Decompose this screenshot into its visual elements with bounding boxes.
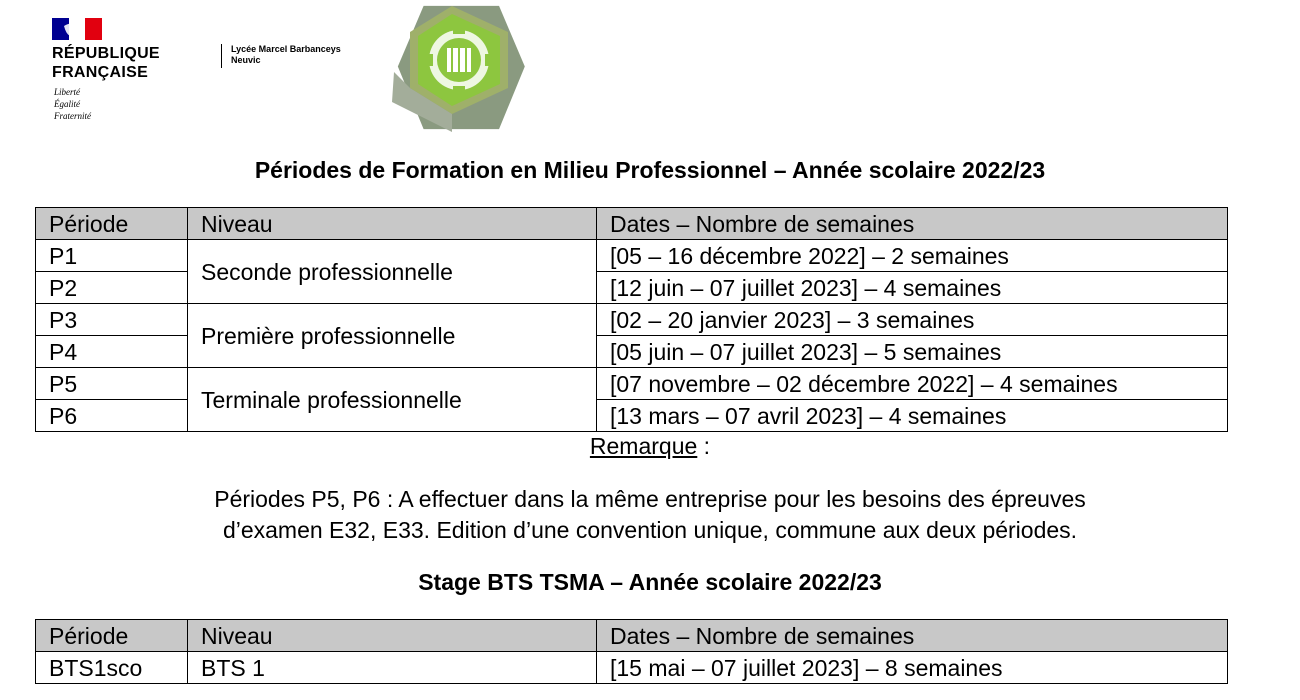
remark-line: Périodes P5, P6 : A effectuer dans la même entreprise pour les besoins des épreuves <box>214 486 1086 512</box>
cell-dates: [13 mars – 07 avril 2023] – 4 semaines <box>597 400 1228 432</box>
header-niveau: Niveau <box>188 620 597 652</box>
cell-dates: [05 – 16 décembre 2022] – 2 semaines <box>597 240 1228 272</box>
cell-periode: P4 <box>36 336 188 368</box>
remark-heading <box>0 432 1300 460</box>
school-name: Lycée Marcel Barbanceys Neuvic <box>221 44 341 68</box>
republic-motto: Liberté Égalité Fraternité <box>54 87 91 121</box>
cell-dates: [05 juin – 07 juillet 2023] – 5 semaines <box>597 336 1228 368</box>
header-dates: Dates – Nombre de semaines <box>597 620 1228 652</box>
cell-periode: P5 <box>36 368 188 400</box>
cell-dates: [07 novembre – 02 décembre 2022] – 4 semaines <box>597 368 1228 400</box>
cell-niveau: BTS 1 <box>188 652 597 684</box>
section1-title: Périodes de Formation en Milieu Professionnel – Année scolaire 2022/23 <box>254 157 1046 183</box>
cell-dates: [15 mai – 07 juillet 2023] – 8 semaines <box>597 652 1228 684</box>
cell-niveau: Première professionnelle <box>188 304 597 368</box>
pfmp-table <box>35 207 1228 432</box>
republique-francaise-wordmark: RÉPUBLIQUE FRANÇAISE <box>52 45 160 81</box>
remark-text <box>0 484 1300 546</box>
header-dates: Dates – Nombre de semaines <box>597 208 1228 240</box>
cell-periode: P2 <box>36 272 188 304</box>
header-niveau: Niveau <box>188 208 597 240</box>
remark-line: d’examen E32, E33. Edition d’une convention unique, commune aux deux périodes. <box>222 517 1078 543</box>
section2-title: Stage BTS TSMA – Année scolaire 2022/23 <box>418 569 882 595</box>
cell-periode: P3 <box>36 304 188 336</box>
remark-colon: : <box>697 433 711 459</box>
table-row <box>36 652 1228 684</box>
table-header-row <box>36 208 1228 240</box>
gear-emblem-icon <box>390 2 530 140</box>
header-periode: Période <box>36 620 188 652</box>
cell-periode: P6 <box>36 400 188 432</box>
cell-periode: P1 <box>36 240 188 272</box>
remark-label: Remarque <box>589 433 698 459</box>
table-header-row <box>36 620 1228 652</box>
cell-niveau: Terminale professionnelle <box>188 368 597 432</box>
republique-francaise-logo <box>52 18 182 128</box>
table-row <box>36 368 1228 400</box>
cell-dates: [12 juin – 07 juillet 2023] – 4 semaines <box>597 272 1228 304</box>
table-row <box>36 240 1228 272</box>
cell-dates: [02 – 20 janvier 2023] – 3 semaines <box>597 304 1228 336</box>
header-periode: Période <box>36 208 188 240</box>
table-row <box>36 304 1228 336</box>
cell-periode: BTS1sco <box>36 652 188 684</box>
bts-table <box>35 619 1228 684</box>
marianne-flag-icon <box>52 18 102 40</box>
cell-niveau: Seconde professionnelle <box>188 240 597 304</box>
